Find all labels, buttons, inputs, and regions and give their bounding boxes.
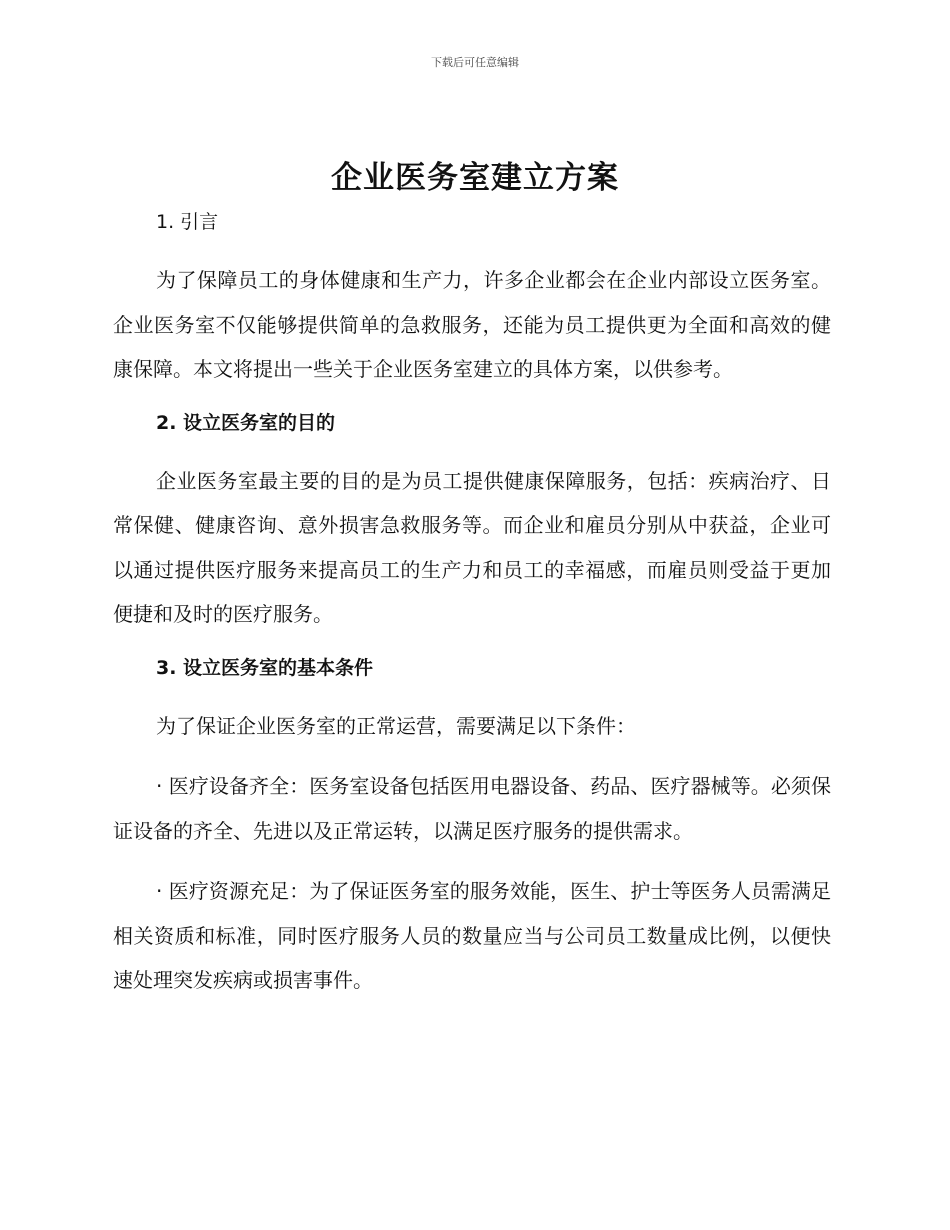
section-heading-purpose: 2. 设立医务室的目的 <box>156 411 336 434</box>
section-heading-introduction: 1. 引言 <box>156 211 219 233</box>
section-heading-conditions: 3. 设立医务室的基本条件 <box>156 656 374 679</box>
bullet-medical-equipment: · 医疗设备齐全：医务室设备包括医用电器设备、药品、医疗器械等。必须保证设备的齐全、先进以及正常运转，以满足医疗服务的提供需求。 <box>113 774 831 843</box>
page-header: 下载后可任意编辑 <box>431 56 519 69</box>
bullet-medical-resources: · 医疗资源充足：为了保证医务室的服务效能，医生、护士等医务人员需满足相关资质和标准，同时医疗服务人员的数量应当与公司员工数量成比例，以便快速处理突发疾病或损害事件。 <box>113 879 831 992</box>
paragraph-conditions-intro: 为了保证企业医务室的正常运营，需要满足以下条件： <box>156 713 636 738</box>
paragraph-purpose: 企业医务室最主要的目的是为员工提供健康保障服务，包括：疾病治疗、日常保健、健康咨询、意外损害急救服务等。而企业和雇员分别从中获益，企业可以通过提供医疗服务来提高员工的生产力和员工的幸福感，而雇员则受益于更加便捷和及时的医疗服务。 <box>113 468 831 626</box>
document-title: 企业医务室建立方案 <box>331 160 619 196</box>
paragraph-introduction: 为了保障员工的身体健康和生产力，许多企业都会在企业内部设立医务室。企业医务室不仅能够提供简单的急救服务，还能为员工提供更为全面和高效的健康保障。本文将提出一些关于企业医务室建立的具体方案，以供参考。 <box>113 268 831 381</box>
document-body <box>113 204 831 1003</box>
